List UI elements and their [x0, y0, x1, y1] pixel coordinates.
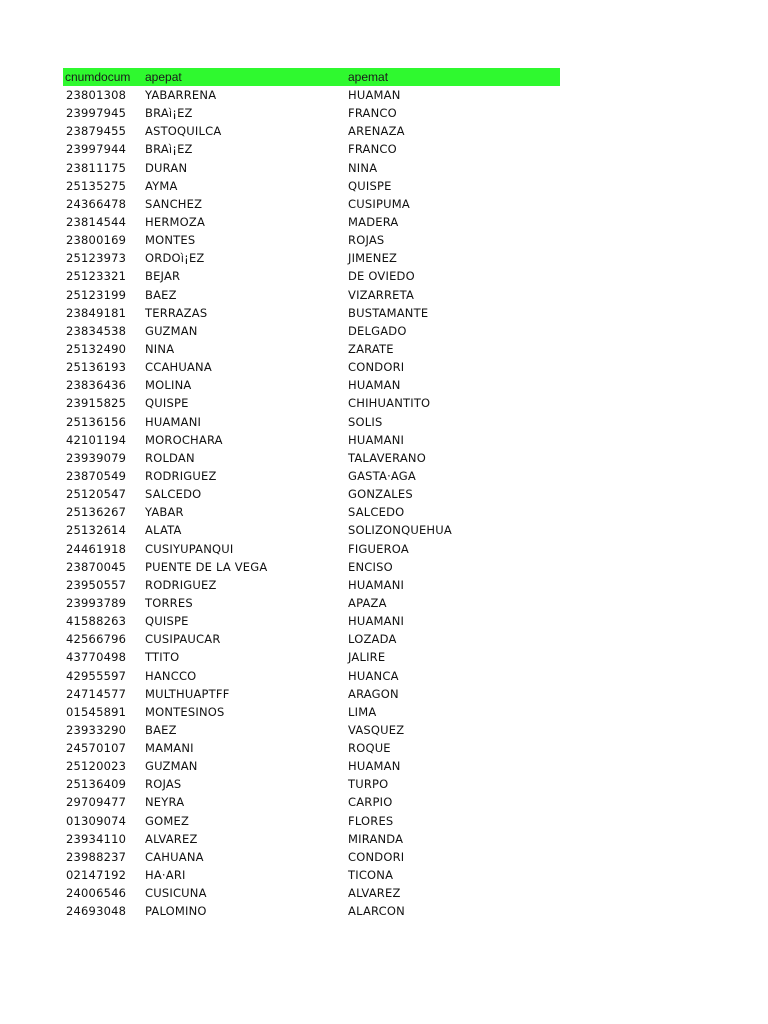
table-row [63, 340, 560, 358]
cell-apemat[interactable]: HUAMAN [348, 378, 401, 393]
table-row [63, 394, 560, 412]
cell-cnumdocum[interactable]: 23800169 [66, 233, 127, 248]
cell-apepat[interactable]: NEYRA [145, 795, 185, 810]
table-row [63, 231, 560, 249]
cell-cnumdocum[interactable]: 23939079 [66, 450, 127, 465]
table-row [63, 286, 560, 304]
cell-apemat[interactable]: LIMA [348, 704, 377, 719]
cell-apepat[interactable]: MONTESINOS [145, 704, 225, 719]
table-row [63, 304, 560, 322]
cell-cnumdocum[interactable]: 25123973 [66, 251, 127, 266]
cell-apepat[interactable]: GUZMAN [145, 759, 198, 774]
table-row [63, 866, 560, 884]
cell-apepat[interactable]: SALCEDO [145, 487, 202, 502]
cell-cnumdocum[interactable]: 25120023 [66, 759, 127, 774]
header-apepat[interactable]: apepat [145, 70, 182, 84]
cell-apemat[interactable]: GASTA·AGA [348, 468, 416, 483]
cell-apemat[interactable]: HUANCA [348, 668, 399, 683]
cell-cnumdocum[interactable]: 24006546 [66, 886, 127, 901]
table-row [63, 485, 560, 503]
table-row [63, 467, 560, 485]
cell-apemat[interactable]: CONDORI [348, 360, 405, 375]
cell-apepat[interactable]: PALOMINO [145, 904, 207, 919]
cell-apepat[interactable]: TTITO [145, 650, 180, 665]
cell-cnumdocum[interactable]: 24366478 [66, 196, 127, 211]
cell-cnumdocum[interactable]: 42566796 [66, 632, 127, 647]
cell-apemat[interactable]: GONZALES [348, 487, 413, 502]
cell-apepat[interactable]: RODRIGUEZ [145, 577, 217, 592]
cell-apepat[interactable]: QUISPE [145, 614, 189, 629]
cell-apepat[interactable]: MOLINA [145, 378, 192, 393]
cell-apepat[interactable]: ASTOQUILCA [145, 124, 222, 139]
cell-cnumdocum[interactable]: 24570107 [66, 741, 127, 756]
cell-apemat[interactable]: ENCISO [348, 559, 393, 574]
cell-apepat[interactable]: NINA [145, 341, 175, 356]
cell-cnumdocum[interactable]: 25123321 [66, 269, 127, 284]
cell-cnumdocum[interactable]: 23934110 [66, 831, 127, 846]
cell-cnumdocum[interactable]: 24693048 [66, 904, 127, 919]
cell-apepat[interactable]: YABARRENA [145, 88, 217, 102]
cell-cnumdocum[interactable]: 42101194 [66, 432, 127, 447]
table-row [63, 594, 560, 612]
table-row [63, 703, 560, 721]
cell-apepat[interactable]: BEJAR [145, 269, 181, 284]
cell-cnumdocum[interactable]: 23811175 [66, 160, 127, 175]
cell-cnumdocum[interactable]: 25135275 [66, 178, 127, 193]
table-row [63, 177, 560, 195]
cell-apemat[interactable]: TALAVERANO [348, 450, 426, 465]
cell-apemat[interactable]: HUAMANI [348, 614, 405, 629]
cell-apepat[interactable]: ALVAREZ [145, 831, 198, 846]
cell-cnumdocum[interactable]: 23836436 [66, 378, 127, 393]
cell-cnumdocum[interactable]: 24461918 [66, 541, 127, 556]
cell-apemat[interactable]: SALCEDO [348, 505, 405, 520]
cell-cnumdocum[interactable]: 23849181 [66, 305, 127, 320]
cell-apemat[interactable]: MIRANDA [348, 831, 404, 846]
cell-apemat[interactable]: JIMENEZ [348, 251, 398, 266]
table-row [63, 267, 560, 285]
cell-apepat[interactable]: TERRAZAS [145, 305, 208, 320]
cell-cnumdocum[interactable]: 41588263 [66, 614, 127, 629]
cell-cnumdocum[interactable]: 01309074 [66, 813, 127, 828]
cell-apemat[interactable]: VASQUEZ [348, 722, 405, 737]
table-row [63, 358, 560, 376]
cell-cnumdocum[interactable]: 25132490 [66, 341, 127, 356]
table-row [63, 721, 560, 739]
cell-apemat[interactable]: MADERA [348, 214, 399, 229]
cell-apemat[interactable]: TURPO [348, 777, 389, 792]
cell-apepat[interactable]: GUZMAN [145, 323, 198, 338]
cell-apepat[interactable]: ROJAS [145, 777, 182, 792]
cell-cnumdocum[interactable]: 02147192 [66, 868, 127, 883]
table-row [63, 630, 560, 648]
cell-apepat[interactable]: BAEZ [145, 287, 177, 302]
cell-apepat[interactable]: CUSIYUPANQUI [145, 541, 234, 556]
cell-cnumdocum[interactable]: 29709477 [66, 795, 127, 810]
cell-apepat[interactable]: MAMANI [145, 741, 194, 756]
cell-apemat[interactable]: VIZARRETA [348, 287, 415, 302]
cell-apemat[interactable]: NINA [348, 160, 378, 175]
cell-cnumdocum[interactable]: 24714577 [66, 686, 127, 701]
cell-apemat[interactable]: CHIHUANTITO [348, 396, 431, 411]
table-row [63, 830, 560, 848]
table-row [63, 140, 560, 158]
cell-cnumdocum[interactable]: 23834538 [66, 323, 127, 338]
cell-apepat[interactable]: CUSIPAUCAR [145, 632, 221, 647]
cell-apemat[interactable]: QUISPE [348, 178, 392, 193]
cell-cnumdocum[interactable]: 23997944 [66, 142, 127, 157]
cell-apemat[interactable]: HUAMAN [348, 88, 401, 102]
cell-cnumdocum[interactable]: 23870045 [66, 559, 127, 574]
table-row [63, 376, 560, 394]
cell-apepat[interactable]: BRAì¡EZ [145, 106, 193, 121]
cell-cnumdocum[interactable]: 25123199 [66, 287, 127, 302]
cell-apemat[interactable]: HUAMANI [348, 577, 405, 592]
table-row [63, 86, 560, 104]
cell-apemat[interactable]: ROJAS [348, 233, 385, 248]
cell-apemat[interactable]: ROQUE [348, 741, 391, 756]
cell-apemat[interactable]: ZARATE [348, 341, 394, 356]
cell-cnumdocum[interactable]: 23950557 [66, 577, 127, 592]
table-row [63, 249, 560, 267]
cell-apemat[interactable]: TICONA [348, 868, 394, 883]
cell-cnumdocum[interactable]: 23997945 [66, 106, 127, 121]
cell-apemat[interactable]: DE OVIEDO [348, 269, 415, 284]
cell-apemat[interactable]: FRANCO [348, 106, 397, 121]
table-row [63, 902, 560, 920]
cell-apepat[interactable]: HA·ARI [145, 868, 186, 883]
cell-apepat[interactable]: BAEZ [145, 722, 177, 737]
cell-cnumdocum[interactable]: 23993789 [66, 595, 127, 610]
cell-apepat[interactable]: YABAR [145, 505, 184, 520]
cell-apepat[interactable]: CCAHUANA [145, 360, 212, 375]
cell-cnumdocum[interactable]: 23870549 [66, 468, 127, 483]
table-row [63, 558, 560, 576]
cell-apemat[interactable]: CONDORI [348, 849, 405, 864]
cell-apemat[interactable]: FLORES [348, 813, 394, 828]
cell-cnumdocum[interactable]: 25136156 [66, 414, 127, 429]
cell-cnumdocum[interactable]: 25136193 [66, 360, 127, 375]
cell-apepat[interactable]: ROLDAN [145, 450, 195, 465]
table-row [63, 503, 560, 521]
cell-cnumdocum[interactable]: 25120547 [66, 487, 127, 502]
table-row [63, 757, 560, 775]
table-row [63, 449, 560, 467]
cell-apemat[interactable]: APAZA [348, 595, 387, 610]
table-row [63, 213, 560, 231]
cell-cnumdocum[interactable]: 25132614 [66, 523, 127, 538]
cell-apepat[interactable]: SANCHEZ [145, 196, 203, 211]
cell-apemat[interactable]: LOZADA [348, 632, 397, 647]
cell-apemat[interactable]: SOLIZONQUEHUA [348, 523, 452, 538]
header-cnumdocum[interactable]: cnumdocum [65, 70, 131, 84]
table-row [63, 793, 560, 811]
spreadsheet-table [63, 68, 560, 920]
table-row [63, 195, 560, 213]
table-row [63, 413, 560, 431]
cell-apemat[interactable]: SOLIS [348, 414, 383, 429]
cell-apemat[interactable]: DELGADO [348, 323, 407, 338]
cell-apepat[interactable]: BRAì¡EZ [145, 142, 193, 157]
table-row [63, 775, 560, 793]
header-apemat[interactable]: apemat [348, 70, 389, 84]
cell-cnumdocum[interactable]: 23915825 [66, 396, 127, 411]
cell-cnumdocum[interactable]: 01545891 [66, 704, 127, 719]
cell-apepat[interactable]: HUAMANI [145, 414, 202, 429]
table-row [63, 612, 560, 630]
cell-apepat[interactable]: MONTES [145, 233, 196, 248]
cell-apemat[interactable]: BUSTAMANTE [348, 305, 429, 320]
cell-apepat[interactable]: DURAN [145, 160, 188, 175]
cell-apepat[interactable]: CUSICUNA [145, 886, 207, 901]
table-row [63, 159, 560, 177]
cell-apepat[interactable]: QUISPE [145, 396, 189, 411]
table-row [63, 540, 560, 558]
cell-apepat[interactable]: CAHUANA [145, 849, 204, 864]
cell-apemat[interactable]: FRANCO [348, 142, 397, 157]
table-row [63, 104, 560, 122]
cell-apepat[interactable]: GOMEZ [145, 813, 190, 828]
table-row [63, 122, 560, 140]
table-row [63, 576, 560, 594]
cell-apemat[interactable]: HUAMAN [348, 759, 401, 774]
cell-apemat[interactable]: ALARCON [348, 904, 405, 919]
cell-apepat[interactable]: ORDOì¡EZ [145, 251, 205, 266]
cell-apemat[interactable]: ALVAREZ [348, 886, 401, 901]
header-row [63, 68, 560, 86]
cell-cnumdocum[interactable]: 25136267 [66, 505, 127, 520]
table-row [63, 812, 560, 830]
cell-apepat[interactable]: PUENTE DE LA VEGA [145, 559, 268, 574]
cell-apepat[interactable]: TORRES [145, 595, 193, 610]
cell-apepat[interactable]: ALATA [145, 523, 182, 538]
cell-apemat[interactable]: ARAGON [348, 686, 399, 701]
cell-apepat[interactable]: AYMA [145, 178, 178, 193]
cell-apemat[interactable]: CARPIO [348, 795, 393, 810]
table-row [63, 431, 560, 449]
cell-apemat[interactable]: HUAMANI [348, 432, 405, 447]
cell-apemat[interactable]: FIGUEROA [348, 541, 409, 556]
cell-cnumdocum[interactable]: 43770498 [66, 650, 127, 665]
cell-apepat[interactable]: MULTHUAPTFF [145, 686, 230, 701]
table-row [63, 667, 560, 685]
table-row [63, 739, 560, 757]
cell-apemat[interactable]: ARENAZA [348, 124, 405, 139]
table-row [63, 884, 560, 902]
table-body [63, 86, 560, 920]
cell-apemat[interactable]: CUSIPUMA [348, 196, 410, 211]
table-row [63, 685, 560, 703]
cell-cnumdocum[interactable]: 42955597 [66, 668, 127, 683]
table-row [63, 648, 560, 666]
cell-cnumdocum[interactable]: 23988237 [66, 849, 127, 864]
cell-apepat[interactable]: MOROCHARA [145, 432, 223, 447]
table-row [63, 848, 560, 866]
table-row [63, 521, 560, 539]
cell-cnumdocum[interactable]: 23801308 [66, 88, 127, 102]
cell-cnumdocum[interactable]: 23879455 [66, 124, 127, 139]
cell-apemat[interactable]: JALIRE [348, 650, 386, 665]
cell-apepat[interactable]: RODRIGUEZ [145, 468, 217, 483]
cell-cnumdocum[interactable]: 23933290 [66, 722, 127, 737]
cell-cnumdocum[interactable]: 23814544 [66, 214, 127, 229]
cell-apepat[interactable]: HANCCO [145, 668, 197, 683]
table-row [63, 322, 560, 340]
cell-cnumdocum[interactable]: 25136409 [66, 777, 127, 792]
cell-apepat[interactable]: HERMOZA [145, 214, 206, 229]
